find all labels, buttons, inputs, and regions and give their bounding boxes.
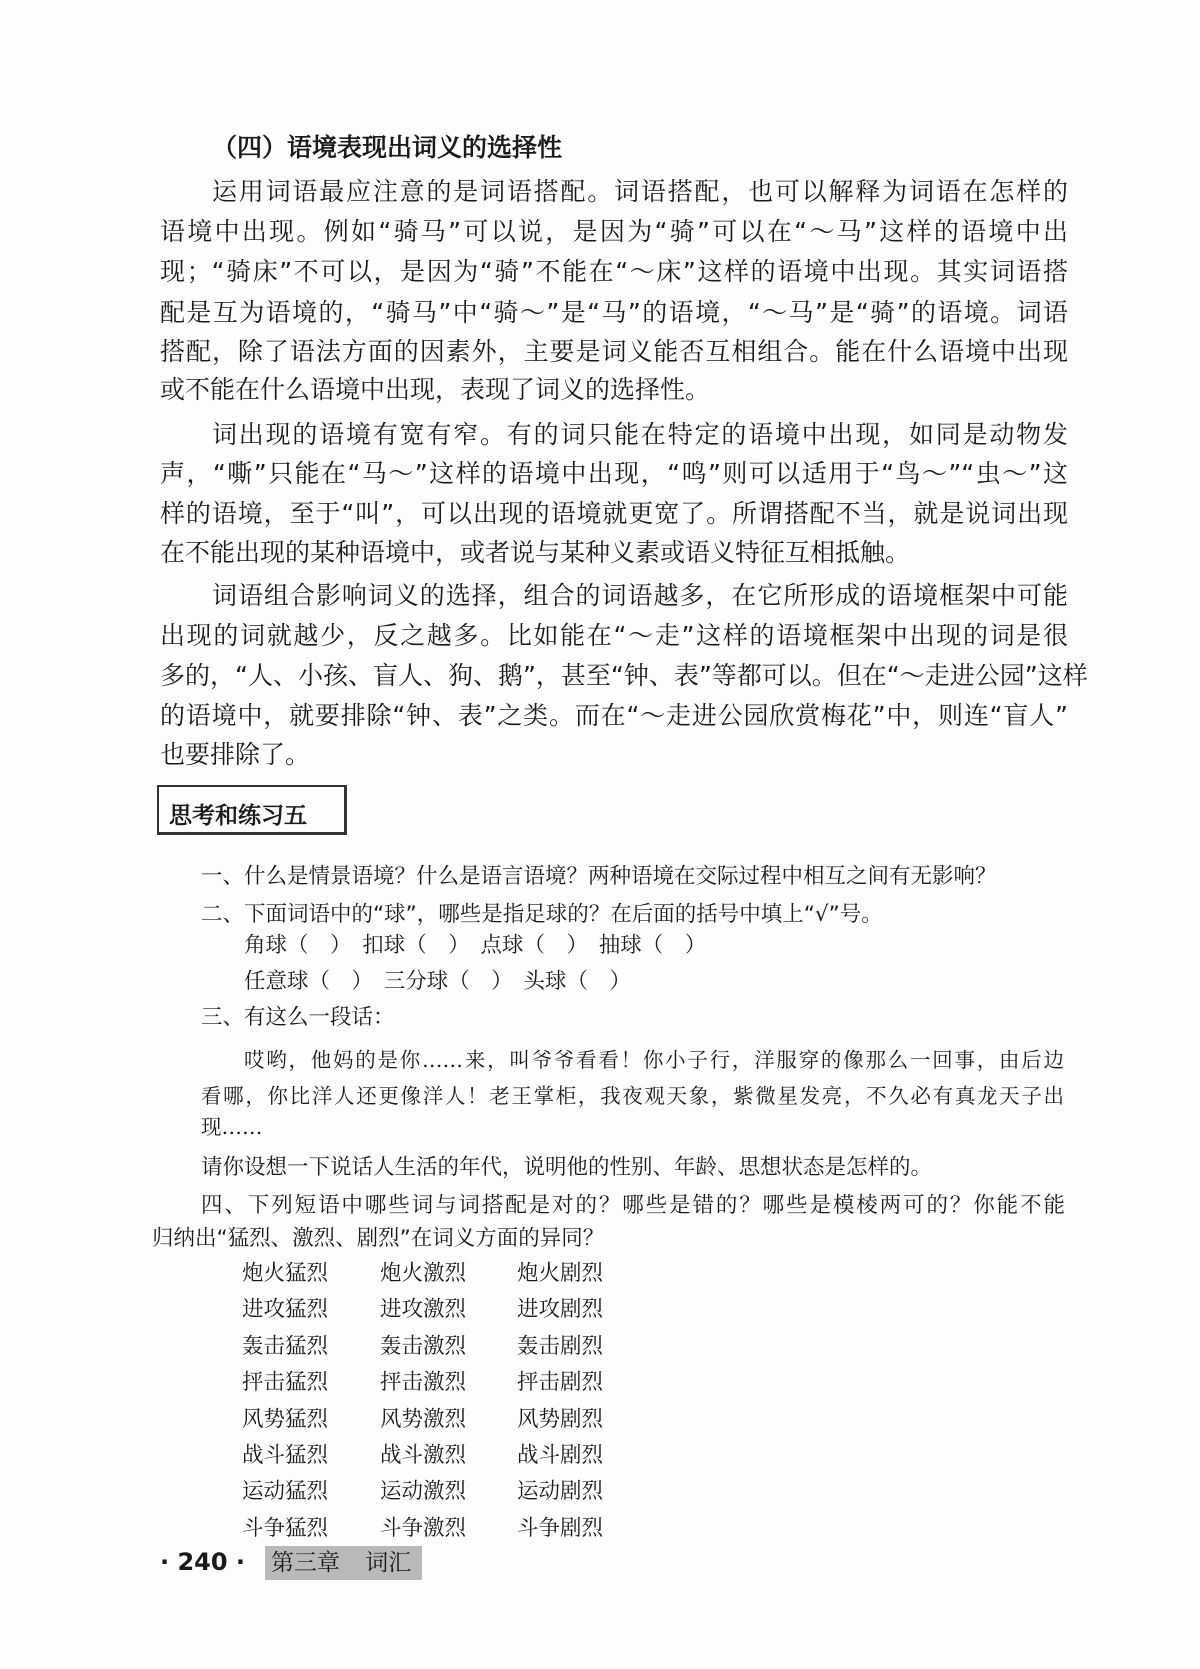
section-heading: （四）语境表现出词义的选择性 (212, 133, 563, 162)
question-4: 四、下列短语中哪些词与词搭配是对的？哪些是错的？哪些是模棱两可的？你能不能 (201, 1193, 1065, 1218)
phrase-cell: 轰击剧烈 (517, 1333, 604, 1359)
phrase-cell: 运动剧烈 (517, 1479, 604, 1505)
phrase-cell: 战斗猛烈 (242, 1443, 329, 1468)
phrase-cell: 轰击激烈 (380, 1333, 467, 1359)
exercise-title-box (157, 785, 347, 835)
text-line: 词出现的语境有宽有窄。有的词只能在特定的语境中出现，如同是动物发 (212, 420, 1068, 449)
text-line: 多的，“人、小孩、盲人、狗、鹅”，甚至“钟、表”等都可以。但在“～走进公园”这样 (160, 661, 1088, 690)
text-line: 或不能在什么语境中出现，表现了词义的选择性。 (160, 375, 711, 404)
question-2-options-row: 角球（ ） 扣球（ ） 点球（ ） 抽球（ ） (244, 933, 707, 958)
text-line: 配是互为语境的，“骑马”中“骑～”是“马”的语境，“～马”是“骑”的语境。词语 (160, 298, 1068, 327)
phrase-cell: 斗争猛烈 (242, 1515, 329, 1541)
text-line: 出现的词就越少，反之越多。比如能在“～走”这样的语境框架中出现的词是很 (160, 621, 1068, 650)
phrase-cell: 斗争剧烈 (517, 1515, 604, 1541)
text-line: 搭配，除了语法方面的因素外，主要是词义能否互相组合。能在什么语境中出现 (160, 337, 1068, 366)
quote-line: 看哪，你比洋人还更像洋人！老王掌柜，我夜观天象，紫微星发亮，不久必有真龙天子出 (201, 1084, 1064, 1108)
phrase-cell: 运动激烈 (380, 1479, 467, 1505)
question-2-options-row: 任意球（ ） 三分球（ ） 头球（ ） (244, 969, 632, 994)
phrase-cell: 战斗激烈 (380, 1443, 467, 1468)
chapter-label: 第三章 词汇 (265, 1546, 422, 1580)
phrase-cell: 抨击激烈 (380, 1370, 467, 1396)
question-3: 三、有这么一段话： (201, 1005, 395, 1030)
phrase-cell: 轰击猛烈 (242, 1333, 329, 1359)
question-2: 二、下面词语中的“球”，哪些是指足球的？在后面的括号中填上“√”号。 (201, 902, 883, 927)
text-line: 词语组合影响词义的选择，组合的词语越多，在它所形成的语境框架中可能 (212, 581, 1068, 610)
text-line: 也要排除了。 (160, 740, 311, 769)
text-line: 样的语境，至于“叫”，可以出现的语境就更宽了。所谓搭配不当，就是说词出现 (160, 499, 1068, 528)
quote-line: 现…… (201, 1115, 263, 1139)
question-1: 一、什么是情景语境？什么是语言语境？两种语境在交际过程中相互之间有无影响？ (201, 864, 997, 889)
phrase-cell: 进攻猛烈 (242, 1297, 329, 1323)
phrase-cell: 风势激烈 (380, 1406, 467, 1432)
quote-line: 哎哟，他妈的是你……来，叫爷爷看看！你小子行，洋服穿的像那么一回事，由后边 (244, 1048, 1064, 1072)
phrase-cell: 抨击剧烈 (517, 1370, 604, 1396)
question-4-cont: 归纳出“猛烈、激烈、剧烈”在词义方面的异同？ (152, 1226, 605, 1251)
text-line: 语境中出现。例如“骑马”可以说，是因为“骑”可以在“～马”这样的语境中出 (160, 217, 1068, 246)
phrase-cell: 战斗剧烈 (517, 1443, 604, 1468)
phrase-cell: 进攻激烈 (380, 1297, 467, 1323)
phrase-cell: 运动猛烈 (242, 1479, 329, 1505)
phrase-cell: 风势猛烈 (242, 1406, 329, 1432)
exercise-title: 思考和练习五 (169, 803, 307, 829)
text-line: 运用词语最应注意的是词语搭配。词语搭配，也可以解释为词语在怎样的 (212, 177, 1068, 206)
text-line: 声，“嘶”只能在“马～”这样的语境中出现，“鸣”则可以适用于“鸟～”“虫～”这 (160, 459, 1068, 488)
phrase-cell: 进攻剧烈 (517, 1297, 604, 1323)
phrase-cell: 炮火猛烈 (242, 1261, 329, 1286)
phrase-cell: 风势剧烈 (517, 1406, 604, 1432)
text-line: 在不能出现的某种语境中，或者说与某种义素或语义特征互相抵触。 (160, 538, 911, 567)
text-line: 现；“骑床”不可以，是因为“骑”不能在“～床”这样的语境中出现。其实词语搭 (160, 257, 1068, 286)
page-number: · 240 · (160, 1548, 246, 1576)
phrase-cell: 炮火剧烈 (517, 1261, 604, 1286)
question-3-prompt: 请你设想一下说话人生活的年代，说明他的性别、年龄、思想状态是怎样的。 (201, 1155, 933, 1180)
phrase-cell: 炮火激烈 (380, 1261, 467, 1286)
phrase-cell: 抨击猛烈 (242, 1370, 329, 1396)
phrase-cell: 斗争激烈 (380, 1515, 467, 1541)
text-line: 的语境中，就要排除“钟、表”之类。而在“～走进公园欣赏梅花”中，则连“盲人” (160, 701, 1068, 730)
